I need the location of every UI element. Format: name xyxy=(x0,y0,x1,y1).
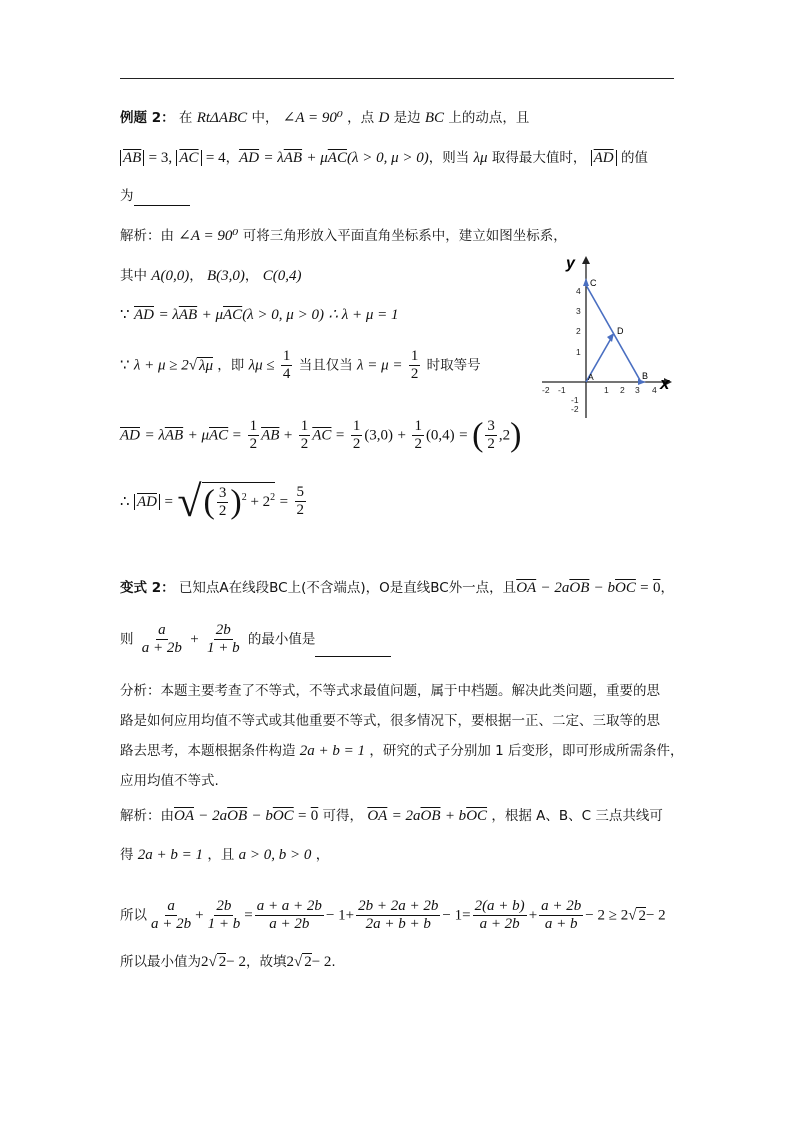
math: − 2 xyxy=(311,954,332,970)
text: 是边 xyxy=(393,110,421,126)
math: a + 2b xyxy=(479,916,520,932)
text: 可得， xyxy=(322,808,364,824)
math: = xyxy=(640,580,649,596)
math: 1 xyxy=(282,348,291,364)
text: ，根据 A、B、C 三点共线可 xyxy=(491,808,663,824)
text: 的最小值是 xyxy=(247,631,316,648)
math: = 3, xyxy=(148,150,173,166)
x-tick: 2 xyxy=(620,385,625,395)
math: a + a + 2b xyxy=(256,898,322,914)
math: + xyxy=(345,907,355,924)
math: = xyxy=(462,907,471,924)
math: 1 xyxy=(352,418,361,434)
math: 2 xyxy=(300,436,309,452)
text: 上的动点，且 xyxy=(448,110,530,126)
math: 2(a + b) xyxy=(474,898,525,914)
x-tick: 4 xyxy=(652,385,657,395)
math: 2a + b = 1 xyxy=(299,743,366,759)
math: 2a + b = 1 xyxy=(137,847,204,863)
example-2-line-2 xyxy=(120,148,648,168)
text: ， xyxy=(244,268,259,284)
y-tick: -1 xyxy=(571,395,579,405)
math: λ + μ ≥ 2 xyxy=(133,357,189,374)
math: = xyxy=(244,907,253,924)
variant-solution-line-2 xyxy=(120,845,329,865)
math: a + 2b xyxy=(541,898,582,914)
math: = xyxy=(164,493,173,510)
math: − b xyxy=(593,580,616,596)
text: 所以 xyxy=(120,907,147,924)
math: = 2a xyxy=(391,808,421,824)
math: λμ ≤ xyxy=(248,357,275,374)
text: ，且 xyxy=(207,847,235,863)
math: 2a + b + b xyxy=(365,916,431,932)
point-a-label: A xyxy=(588,372,594,382)
y-axis-label: y xyxy=(566,255,575,272)
math: = λ xyxy=(144,427,165,444)
math: = xyxy=(232,427,242,444)
text: 在 xyxy=(178,110,193,126)
text: ，研究的式子分别加 1 后变形，即可形成所需条件， xyxy=(369,743,684,759)
text: 路去思考，本题根据条件构造 xyxy=(120,743,296,759)
vector: $\overline{AC}$ xyxy=(179,150,199,166)
math: ∴ λ + μ = 1 xyxy=(328,307,399,323)
math: ∠A = 90⁰ xyxy=(178,228,239,244)
text: 其中 xyxy=(120,268,147,284)
variant-2-line-1 xyxy=(120,578,674,598)
y-tick: 4 xyxy=(576,286,581,296)
text: 解析：由 xyxy=(120,808,174,824)
vector: $\overline{AD}$ xyxy=(120,427,140,444)
math: a + 2b xyxy=(141,640,182,656)
math: + xyxy=(283,427,293,444)
x-tick: -2 xyxy=(542,385,550,395)
vector: $\overline{OC}$ xyxy=(466,808,488,824)
answer-blank xyxy=(315,640,391,657)
vector: $\overline{AD}$ xyxy=(137,493,157,510)
point-c-label: C xyxy=(590,278,597,288)
header-rule xyxy=(120,78,674,79)
vector: $\overline{AB}$ xyxy=(178,307,198,323)
point-d-label: D xyxy=(617,326,624,336)
math: ∴ xyxy=(120,493,130,510)
math: − 1 xyxy=(442,907,463,924)
text: ，则当 xyxy=(428,150,470,166)
solution-line-3: ∵ λ + μ ≥ 2√ λμ ，即 λμ ≤ $\frac{1}{4}$ 当且仅当 λ = μ = $\frac{1}{2}$ 时取等号 xyxy=(120,348,481,382)
math: A(0,0) xyxy=(151,268,190,284)
math: 2 xyxy=(241,491,247,503)
text: ，点 xyxy=(347,110,375,126)
math: 2 xyxy=(352,436,361,452)
math: + xyxy=(190,631,199,648)
vector: $\overline{AB}$ xyxy=(164,427,184,444)
x-axis-label: x xyxy=(660,374,670,393)
math: 1 xyxy=(414,418,422,434)
math: = xyxy=(297,808,307,824)
math: − 2a xyxy=(198,808,228,824)
math: a + 2b xyxy=(269,916,310,932)
vector: $\overline{AB}$ xyxy=(261,427,280,444)
math: 5 xyxy=(296,484,305,501)
math: = xyxy=(335,427,345,444)
vector-ac-arrow xyxy=(583,278,589,286)
math: a xyxy=(167,898,175,914)
math: + μ xyxy=(187,427,210,444)
variant-final-answer: 所以最小值为2√ 2− 2，故填2√ 2− 2. xyxy=(120,954,336,970)
math: = λ xyxy=(263,150,284,166)
solution-line-2 xyxy=(120,305,398,325)
vector: $\overline{OB}$ xyxy=(420,808,441,824)
vector: 0 xyxy=(652,580,661,596)
vector: $\overline{AB}$ xyxy=(283,150,303,166)
solution-line-1 xyxy=(120,226,567,246)
x-tick: -1 xyxy=(558,385,566,395)
math: ,2 xyxy=(498,427,511,444)
math: λ = μ = xyxy=(357,357,403,374)
solution-line-4: $\overline{AD} = \lambda\overline{AB} + \mu\overline{AC}$ = $\frac{1}{2}$ $\overline{AB}$ + $\frac{1}{2}$ $\overline{AC}$ = $\frac{1}{2}$ (3,0) + $\frac{1}{2}$ (0,4) = ( $\frac{3}{2}$ ,2) xyxy=(120,416,522,454)
y-tick: 2 xyxy=(576,326,581,336)
math: 2b xyxy=(216,898,232,914)
vector: $\overline{OA}$ xyxy=(367,808,388,824)
text: 可将三角形放入平面直角坐标系中，建立如图坐标系， xyxy=(242,228,567,244)
math: − b xyxy=(251,808,273,824)
math: 1 + b xyxy=(207,916,241,932)
text: ， xyxy=(660,580,674,596)
math: (λ > 0, μ > 0) xyxy=(242,307,324,323)
vector: $\overline{OB}$ xyxy=(569,580,590,596)
vector: $\overline{OB}$ xyxy=(227,808,248,824)
x-tick: 3 xyxy=(635,385,640,395)
text: . xyxy=(331,954,336,970)
text: ， xyxy=(225,150,240,166)
text: 中， xyxy=(251,110,279,126)
math: 3 xyxy=(218,485,227,501)
math: C(0,4) xyxy=(262,268,302,284)
text: ， xyxy=(189,268,203,284)
math: 2b + 2a + 2b xyxy=(358,898,439,914)
math: 2 xyxy=(218,503,227,519)
vector: $\overline{AC}$ xyxy=(209,427,229,444)
vector: $\overline{OC}$ xyxy=(615,580,636,596)
math: ∵ xyxy=(120,307,130,323)
vector: 0 xyxy=(310,808,319,824)
math: a xyxy=(158,622,166,638)
math: + xyxy=(195,907,204,924)
text: 解析：由 xyxy=(120,228,174,244)
math: 2 xyxy=(414,436,422,452)
math: 1 xyxy=(300,418,309,434)
vector: $\overline{AD}$ xyxy=(593,150,614,166)
math: 2b xyxy=(215,622,231,638)
math: 3 xyxy=(487,418,495,434)
vector: $\overline{AB}$ xyxy=(123,150,142,166)
variant-solution-line-1 xyxy=(120,806,663,826)
math: − 2 xyxy=(645,907,666,924)
math: (0,4) xyxy=(425,427,455,444)
text: 已知点A在线段BC上(不含端点)，O是直线BC外一点，且 xyxy=(178,580,517,596)
analysis-line-3 xyxy=(120,741,684,761)
math: + μ xyxy=(306,150,328,166)
example-label: 例题 2： xyxy=(120,110,175,126)
math: 2 xyxy=(638,907,646,924)
math: λμ xyxy=(473,150,488,166)
math: 1 xyxy=(249,418,258,434)
text: ， xyxy=(315,847,330,863)
math: + xyxy=(397,427,406,444)
variant-solution-line-3: 所以 $\frac{a}{a + 2b}$ + $\frac{2b}{1 + b}$ = $\frac{a + a + 2b}{a + 2b}$ − 1+ $\frac{2b + 2a + 2b}{2a + b + b}$ − 1= $\frac{2(a + b)}{a + 2b}$ + $\frac{a + 2b}{a + b}$ − 2 ≥ 2√ 2− 2 xyxy=(120,898,666,932)
math: D xyxy=(378,110,390,126)
analysis-line-1: 分析：本题主要考查了不等式，不等式求最值问题，属于中档题。解决此类问题，重要的思 xyxy=(120,683,660,699)
math: (3,0) xyxy=(364,427,394,444)
y-tick: 3 xyxy=(576,306,581,316)
math: 1 xyxy=(410,348,419,364)
math: 2 xyxy=(218,954,227,970)
vector: $\overline{AC}$ xyxy=(312,427,332,444)
math: 2 xyxy=(249,436,258,452)
text: 取得最大值时， xyxy=(491,150,587,166)
math: = xyxy=(279,493,289,510)
math: 2 xyxy=(487,436,495,452)
math: + μ xyxy=(201,307,224,323)
math: a + b xyxy=(544,916,578,932)
analysis-line-4: 应用均值不等式. xyxy=(120,773,219,789)
math: + b xyxy=(444,808,467,824)
solution-coords xyxy=(120,266,301,286)
math: 1 + b xyxy=(206,640,240,656)
math: 2 xyxy=(410,366,419,382)
y-tick: -2 xyxy=(571,404,579,414)
variant-2-line-2 xyxy=(120,622,391,657)
math: a + 2b xyxy=(151,916,192,932)
text: ，即 xyxy=(217,357,245,374)
text: 得 xyxy=(120,847,134,863)
text: 当且仅当 xyxy=(298,357,353,374)
math: + xyxy=(250,493,259,510)
math: − 2 ≥ 2 xyxy=(585,907,629,924)
text: 的值 xyxy=(620,150,648,166)
text: ，故填 xyxy=(245,954,287,970)
math: − 1 xyxy=(325,907,346,924)
math: B(3,0) xyxy=(207,268,245,284)
math: = 4 xyxy=(205,150,226,166)
math: ∵ xyxy=(120,357,130,374)
math: 4 xyxy=(282,366,291,382)
text: 为 xyxy=(120,188,134,204)
y-tick: 1 xyxy=(576,347,581,357)
example-2-line-3 xyxy=(120,186,190,206)
math: (λ > 0, μ > 0) xyxy=(346,150,429,166)
text: 所以最小值为 xyxy=(120,954,201,970)
math: = λ xyxy=(158,307,179,323)
math: ∠A = 90⁰ xyxy=(282,110,343,126)
math: 2 xyxy=(296,502,305,519)
vector: $\overline{OA}$ xyxy=(174,808,194,824)
math: λμ xyxy=(198,357,213,374)
vector: $\overline{AD}$ xyxy=(239,150,260,166)
y-axis-arrow xyxy=(582,256,590,264)
math: 2 xyxy=(304,954,312,970)
vector: $\overline{AC}$ xyxy=(223,307,243,323)
vector: $\overline{AD}$ xyxy=(134,307,154,323)
math: − 2 xyxy=(226,954,246,970)
solution-line-5: ∴ $\overline{AD}$ = √( $\frac{3}{2}$ )$^2 + 2^2$ = $\frac{5}{2}$ xyxy=(120,476,305,526)
vector: $\overline{OA}$ xyxy=(516,580,537,596)
text: 时取等号 xyxy=(426,357,481,374)
point-b-label: B xyxy=(642,371,649,381)
math: 2 xyxy=(262,493,271,510)
math: RtΔABC xyxy=(196,110,248,126)
example-2-line-1 xyxy=(120,108,529,128)
text: 则 xyxy=(120,631,134,648)
math: = xyxy=(459,427,468,444)
vector: $\overline{OC}$ xyxy=(272,808,294,824)
x-tick: 1 xyxy=(604,385,609,395)
coordinate-figure xyxy=(534,252,672,420)
answer-blank xyxy=(134,189,190,206)
variant-label: 变式 2： xyxy=(120,580,175,596)
vector: $\overline{AC}$ xyxy=(327,150,347,166)
analysis-line-2: 路是如何应用均值不等式或其他重要不等式，很多情况下，要根据一正、二定、三取等的思 xyxy=(120,713,660,729)
math: + xyxy=(528,907,538,924)
math: 2 xyxy=(270,491,276,503)
math: − 2a xyxy=(540,580,570,596)
math: a > 0, b > 0 xyxy=(238,847,312,863)
math: BC xyxy=(424,110,445,126)
